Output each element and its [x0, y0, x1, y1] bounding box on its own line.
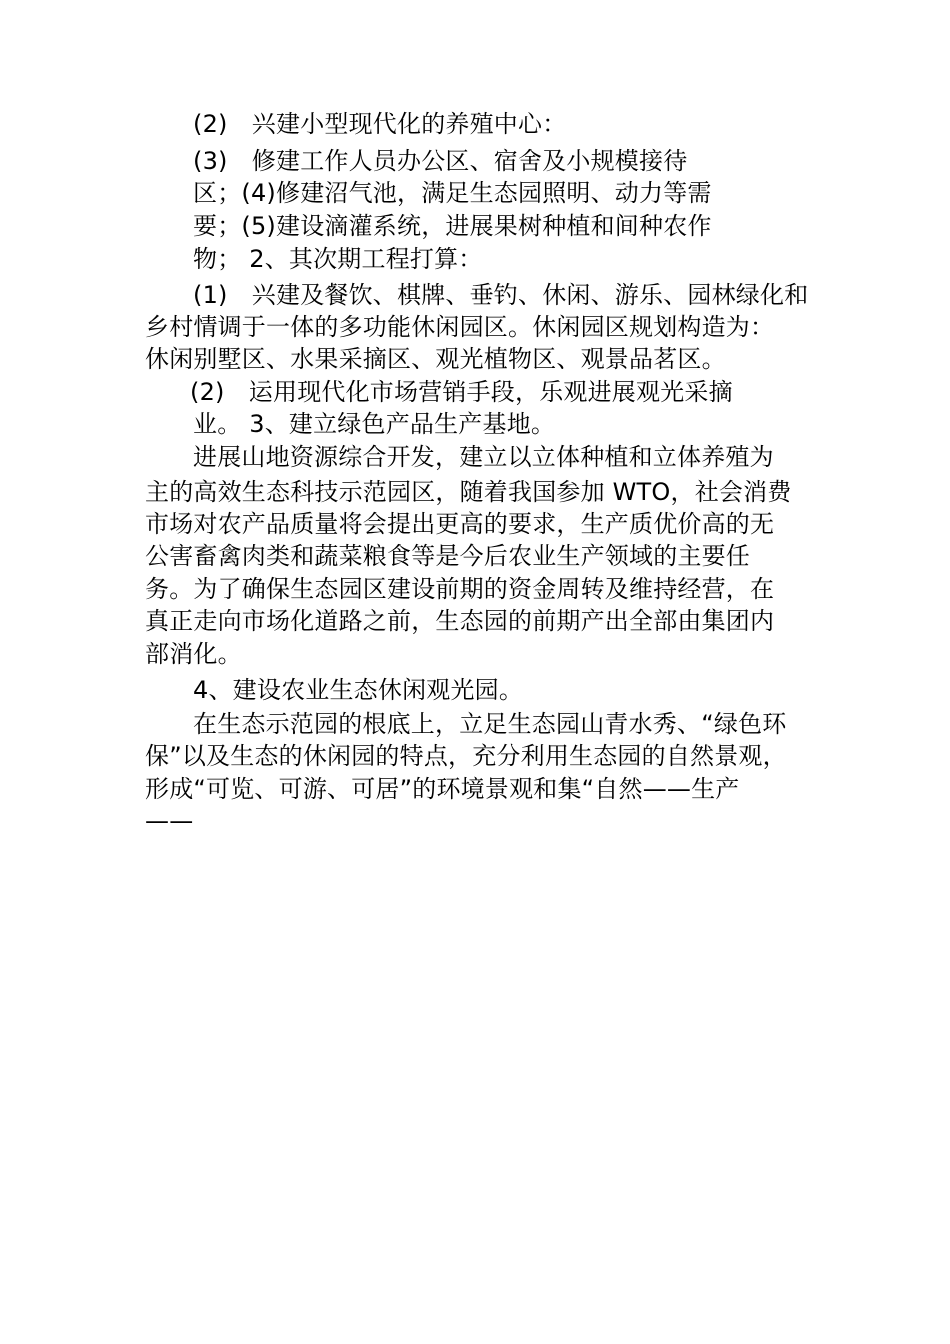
text-line: (2) 兴建小型现代化的养殖中心： [193, 110, 567, 138]
text-line: (3) 修建工作人员办公区、宿舍及小规模接待 [193, 147, 688, 175]
text-line: 乡村情调于一体的多功能休闲园区。休闲园区规划构造为： [145, 313, 775, 341]
text-line: 区；(4)修建沼气池，满足生态园照明、动力等需 [193, 179, 712, 207]
text-line: 进展山地资源综合开发，建立以立体种植和立体养殖为 [193, 443, 774, 471]
text-line: 市场对农产品质量将会提出更高的要求，生产质优价高的无 [145, 510, 775, 538]
text-line: 物； 2、其次期工程打算： [193, 245, 483, 273]
text-line: 主的高效生态科技示范园区，随着我国参加 WTO，社会消费 [145, 478, 792, 506]
text-line: 务。为了确保生态园区建设前期的资金周转及维持经营，在 [145, 575, 775, 603]
text-line: —— [145, 807, 194, 835]
text-line: 休闲别墅区、水果采摘区、观光植物区、观景品茗区。 [145, 345, 726, 373]
text-line: 在生态示范园的根底上，立足生态园山青水秀、“绿色环 [193, 710, 787, 738]
text-line: 真正走向市场化道路之前，生态园的前期产出全部由集团内 [145, 607, 775, 635]
text-line: (1) 兴建及餐饮、棋牌、垂钓、休闲、游乐、园林绿化和 [193, 281, 809, 309]
text-line: 要；(5)建设滴灌系统，进展果树种植和间种农作 [193, 212, 712, 240]
text-line: 形成“可览、可游、可居”的环境景观和集“自然——生产 [145, 775, 740, 803]
text-line: (2) 运用现代化市场营销手段，乐观进展观光采摘 [190, 378, 733, 406]
text-line: 公害畜禽肉类和蔬菜粮食等是今后农业生产领域的主要任 [145, 542, 750, 570]
text-line: 保”以及生态的休闲园的特点，充分利用生态园的自然景观， [145, 742, 787, 770]
text-line: 部消化。 [145, 640, 242, 668]
text-line: 4、建设农业生态休闲观光园。 [193, 676, 524, 704]
text-line: 业。 3、建立绿色产品生产基地。 [193, 410, 556, 438]
